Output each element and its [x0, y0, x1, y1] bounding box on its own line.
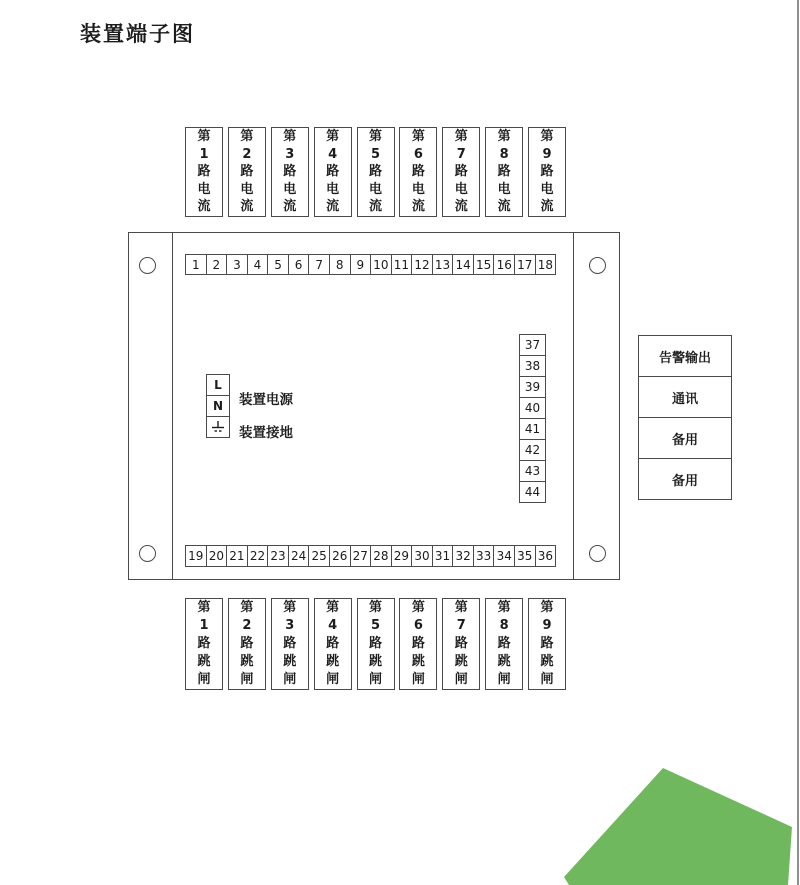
channel-label-box: [314, 127, 352, 217]
terminal-cell: 21: [226, 545, 248, 567]
terminal-cell: 13: [432, 254, 454, 275]
terminal-cell: 40: [519, 397, 546, 419]
page-edge-line: [797, 0, 799, 885]
channel-label-box: [399, 598, 437, 690]
mounting-hole: [139, 545, 156, 562]
terminal-cell: 23: [267, 545, 289, 567]
channel-label-box: [314, 598, 352, 690]
terminal-cell: 10: [370, 254, 392, 275]
mounting-hole: [589, 257, 606, 274]
top-channel-row: [185, 127, 566, 217]
channel-label: 第6路跳闸: [411, 600, 425, 687]
terminal-cell: 36: [535, 545, 557, 567]
terminal-cell: 26: [329, 545, 351, 567]
terminal-cell: 5: [267, 254, 289, 275]
channel-label: 第8路跳闸: [497, 600, 511, 687]
side-port-cell: 告警输出: [638, 335, 732, 377]
channel-label: 第7路跳闸: [454, 600, 468, 687]
channel-label: 第9路电流: [540, 129, 554, 215]
power-terminal-block: [206, 374, 230, 438]
channel-label: 第2路电流: [240, 129, 254, 215]
side-ports: [638, 335, 732, 500]
terminal-cell: 22: [247, 545, 269, 567]
green-accent-shape: [550, 760, 798, 885]
channel-label: 第2路跳闸: [240, 600, 254, 687]
terminal-cell: 30: [411, 545, 433, 567]
terminal-cell: 31: [432, 545, 454, 567]
channel-label-box: [271, 598, 309, 690]
channel-label-box: [271, 127, 309, 217]
terminal-cell: 41: [519, 418, 546, 440]
terminal-cell: 38: [519, 355, 546, 377]
channel-label-box: [228, 598, 266, 690]
channel-label-box: [485, 598, 523, 690]
channel-label-box: [185, 598, 223, 690]
channel-label-box: [442, 127, 480, 217]
right-flange: [573, 233, 619, 579]
channel-label-box: [528, 127, 566, 217]
terminal-cell: 27: [350, 545, 372, 567]
channel-label: 第3路电流: [283, 129, 297, 215]
bottom-terminal-strip: [185, 545, 556, 567]
terminal-cell: 18: [535, 254, 557, 275]
terminal-cell: 43: [519, 460, 546, 482]
terminal-cell: 19: [185, 545, 207, 567]
terminal-cell: 17: [514, 254, 536, 275]
channel-label: 第8路电流: [497, 129, 511, 215]
terminal-cell: 1: [185, 254, 207, 275]
terminal-cell: 8: [329, 254, 351, 275]
channel-label: 第5路电流: [368, 129, 382, 215]
terminal-cell: 6: [288, 254, 310, 275]
terminal-cell: 9: [350, 254, 372, 275]
terminal-cell: 29: [391, 545, 413, 567]
terminal-cell: 39: [519, 376, 546, 398]
terminal-cell: 33: [473, 545, 495, 567]
terminal-cell: 14: [452, 254, 474, 275]
terminal-cell: 3: [226, 254, 248, 275]
terminal-cell: 37: [519, 334, 546, 356]
channel-label: 第4路跳闸: [326, 600, 340, 687]
channel-label-box: [228, 127, 266, 217]
side-port-cell: 备用: [638, 417, 732, 459]
power-terminal-n: N: [206, 395, 230, 417]
terminal-cell: 32: [452, 545, 474, 567]
right-terminal-strip: [519, 334, 546, 503]
channel-label-box: [485, 127, 523, 217]
mounting-hole: [589, 545, 606, 562]
channel-label-box: [357, 127, 395, 217]
device-outline: [128, 232, 620, 580]
channel-label: 第1路跳闸: [197, 600, 211, 687]
channel-label-box: [442, 598, 480, 690]
ground-terminal: [206, 416, 230, 438]
channel-label-box: [399, 127, 437, 217]
channel-label: 第4路电流: [326, 129, 340, 215]
channel-label-box: [185, 127, 223, 217]
channel-label-box: [528, 598, 566, 690]
terminal-cell: 44: [519, 481, 546, 503]
terminal-cell: 7: [308, 254, 330, 275]
terminal-cell: 11: [391, 254, 413, 275]
terminal-cell: 35: [514, 545, 536, 567]
terminal-cell: 34: [493, 545, 515, 567]
terminal-cell: 24: [288, 545, 310, 567]
channel-label: 第3路跳闸: [283, 600, 297, 687]
side-port-cell: 备用: [638, 458, 732, 500]
ground-icon: [210, 420, 226, 434]
channel-label-box: [357, 598, 395, 690]
channel-label: 第7路电流: [454, 129, 468, 215]
terminal-cell: 2: [206, 254, 228, 275]
channel-label: 第5路跳闸: [368, 600, 382, 687]
power-terminal-l: L: [206, 374, 230, 396]
terminal-cell: 28: [370, 545, 392, 567]
ground-label: 装置接地: [239, 425, 293, 441]
page-title: 装置端子图: [80, 22, 195, 46]
terminal-cell: 15: [473, 254, 495, 275]
side-port-cell: 通讯: [638, 376, 732, 418]
power-label: 装置电源: [239, 392, 293, 408]
terminal-cell: 42: [519, 439, 546, 461]
bottom-channel-row: [185, 598, 566, 690]
terminal-cell: 4: [247, 254, 269, 275]
terminal-cell: 20: [206, 545, 228, 567]
channel-label: 第9路跳闸: [540, 600, 554, 687]
left-flange: [129, 233, 173, 579]
terminal-cell: 16: [493, 254, 515, 275]
terminal-cell: 25: [308, 545, 330, 567]
channel-label: 第6路电流: [411, 129, 425, 215]
mounting-hole: [139, 257, 156, 274]
channel-label: 第1路电流: [197, 129, 211, 215]
top-terminal-strip: [185, 254, 556, 275]
terminal-cell: 12: [411, 254, 433, 275]
